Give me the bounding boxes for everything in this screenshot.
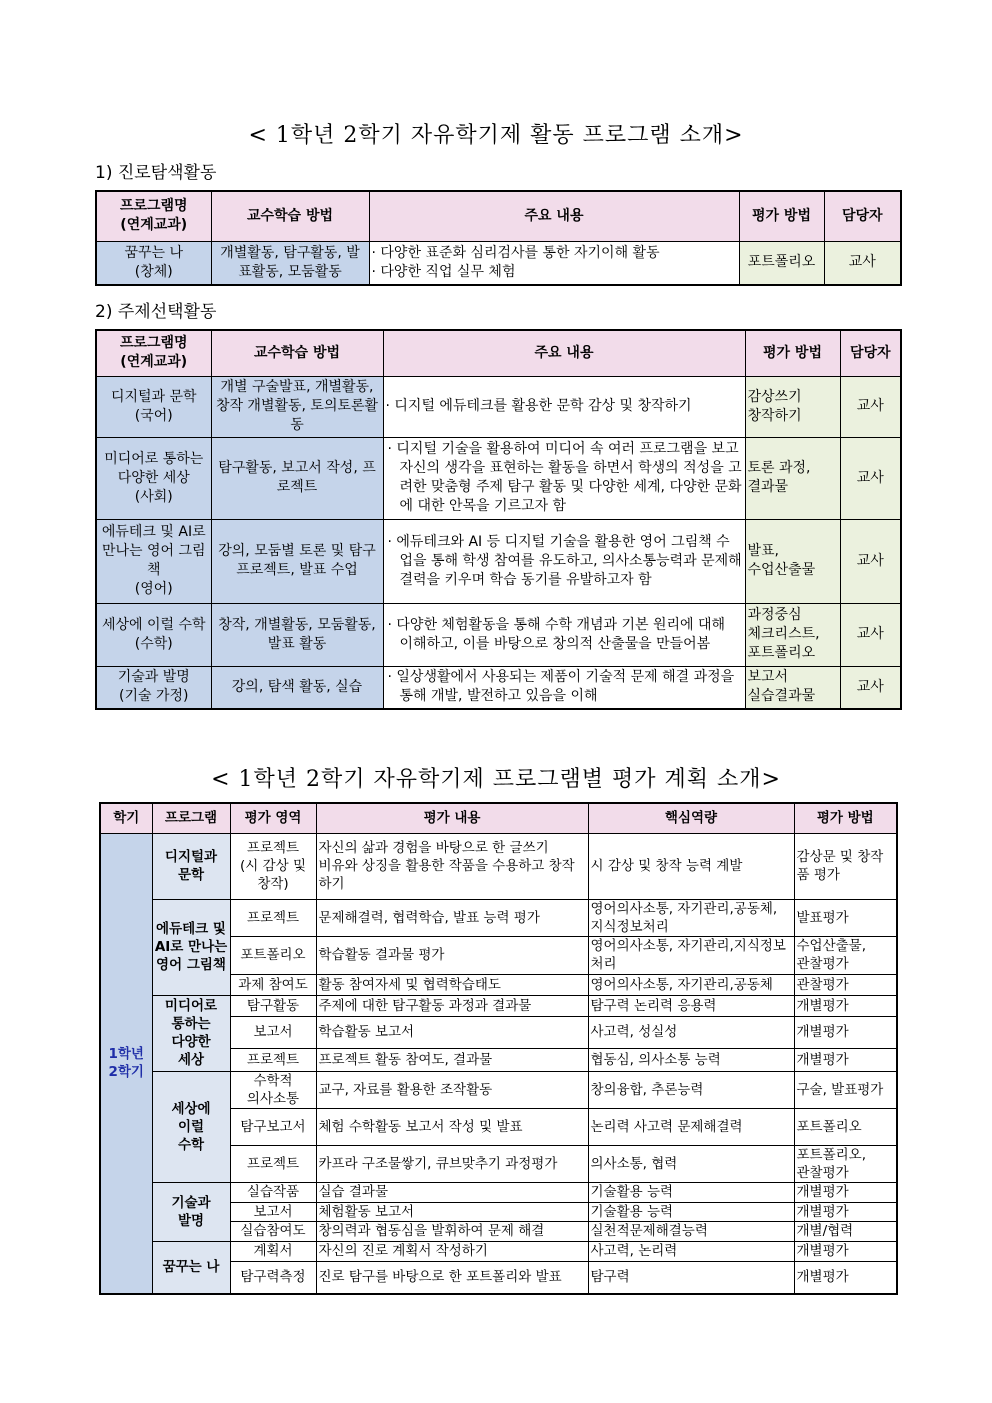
topic-row (96, 603, 901, 666)
eval-header-competency: 핵심역량 (588, 803, 794, 833)
eval-method-cell: 개별평가 (794, 1016, 897, 1048)
career-table (95, 190, 902, 286)
eval-content-cell: 체험 수학활동 보고서 작성 및 발표 (316, 1108, 588, 1145)
topic-program: 디지털과 문학 (국어) (96, 376, 211, 437)
topic-program: 에듀테크 및 AI로 만나는 영어 그림책 (영어) (96, 519, 211, 603)
eval-header-program: 프로그램 (152, 803, 230, 833)
eval-area-cell: 탐구활동 (230, 995, 316, 1016)
header-method: 교수학습 방법 (211, 330, 383, 376)
eval-header-content: 평가 내용 (316, 803, 588, 833)
topic-teacher: 교사 (840, 666, 901, 709)
eval-content-cell: 프로젝트 활동 참여도, 결과물 (316, 1048, 588, 1071)
topic-teacher: 교사 (840, 437, 901, 519)
topic-teacher: 교사 (840, 603, 901, 666)
eval-competency-cell: 기술활용 능력 (588, 1182, 794, 1202)
topic-method: 강의, 탐색 활동, 실습 (211, 666, 383, 709)
section-career-heading: 1) 진로탐색활동 (95, 163, 217, 183)
eval-method-cell: 개별/협력 (794, 1221, 897, 1241)
eval-content-cell: 자신의 삶과 경험을 바탕으로 한 글쓰기 비유와 상징을 활용한 작품을 수용하고 창작하기 (316, 833, 588, 899)
header-program: 프로그램명 (연계교과) (96, 191, 211, 241)
topic-row (96, 519, 901, 603)
eval-area-cell: 탐구보고서 (230, 1108, 316, 1145)
eval-area-cell: 포트폴리오 (230, 936, 316, 974)
header-teacher: 담당자 (824, 191, 901, 241)
eval-content-cell: 카프라 구조물쌓기, 큐브맞추기 과정평가 (316, 1145, 588, 1182)
eval-area-cell: 보고서 (230, 1202, 316, 1221)
eval-competency-cell: 기술활용 능력 (588, 1202, 794, 1221)
eval-area-cell: 프로젝트 (230, 1048, 316, 1071)
topic-content: · 일상생활에서 사용되는 제품이 기술적 문제 해결 과정을 통해 개발, 발전하고 있음을 이해 (383, 666, 745, 709)
topic-row (96, 376, 901, 437)
section-topic-heading: 2) 주제선택활동 (95, 302, 217, 322)
topic-content: · 디지털 기술을 활용하여 미디어 속 여러 프로그램을 보고 자신의 생각을 표현하는 활동을 하면서 학생의 적성을 고려한 맞춤형 주제 탐구 활동 및 다양한 세계, 다양한 문화에 대한 안목을 기르고자 함 (383, 437, 745, 519)
header-teacher: 담당자 (840, 330, 901, 376)
page-title-1: < 1학년 2학기 자유학기제 활동 프로그램 소개> (248, 123, 744, 148)
eval-competency-cell: 사고력, 논리력 (588, 1241, 794, 1261)
eval-area-cell: 프로젝트 (시 감상 및 창작) (230, 833, 316, 899)
topic-content: · 디지털 에듀테크를 활용한 문학 감상 및 창작하기 (383, 376, 745, 437)
header-eval: 평가 방법 (739, 191, 824, 241)
eval-content-cell: 문제해결력, 협력학습, 발표 능력 평가 (316, 899, 588, 936)
header-content: 주요 내용 (383, 330, 745, 376)
header-program: 프로그램명 (연계교과) (96, 330, 211, 376)
topic-eval: 발표, 수업산출물 (745, 519, 840, 603)
evaluation-table (99, 802, 898, 1295)
eval-competency-cell: 협동심, 의사소통 능력 (588, 1048, 794, 1071)
career-method: 개별활동, 탐구활동, 발표활동, 모둠활동 (211, 241, 369, 285)
eval-program-cell: 세상에 이럴 수학 (152, 1071, 230, 1182)
eval-content-cell: 실습 결과물 (316, 1182, 588, 1202)
topic-program: 세상에 이럴 수학 (수학) (96, 603, 211, 666)
eval-method-cell: 개별평가 (794, 1241, 897, 1261)
topic-eval: 보고서 실습결과물 (745, 666, 840, 709)
eval-row (100, 1071, 897, 1108)
career-program: 꿈꾸는 나 (창체) (96, 241, 211, 285)
eval-competency-cell: 실천적문제해결능력 (588, 1221, 794, 1241)
header-eval: 평가 방법 (745, 330, 840, 376)
eval-method-cell: 개별평가 (794, 995, 897, 1016)
topic-teacher: 교사 (840, 519, 901, 603)
topic-teacher: 교사 (840, 376, 901, 437)
topic-content: · 다양한 체험활동을 통해 수학 개념과 기본 원리에 대해 이해하고, 이를 바탕으로 창의적 산출물을 만들어봄 (383, 603, 745, 666)
eval-method-cell: 구술, 발표평가 (794, 1071, 897, 1108)
eval-content-cell: 교구, 자료를 활용한 조작활동 (316, 1071, 588, 1108)
topic-eval: 토론 과정, 결과물 (745, 437, 840, 519)
eval-content-cell: 학습활동 결과물 평가 (316, 936, 588, 974)
topic-eval: 과정중심 체크리스트, 포트폴리오 (745, 603, 840, 666)
eval-method-cell: 포트폴리오, 관찰평가 (794, 1145, 897, 1182)
eval-method-cell: 감상문 및 창작품 평가 (794, 833, 897, 899)
topic-program: 기술과 발명 (기술 가정) (96, 666, 211, 709)
eval-content-cell: 자신의 진로 계획서 작성하기 (316, 1241, 588, 1261)
eval-program-cell: 꿈꾸는 나 (152, 1241, 230, 1294)
eval-content-cell: 활동 참여자세 및 협력학습태도 (316, 974, 588, 995)
career-content: · 다양한 표준화 심리검사를 통한 자기이해 활동 · 다양한 직업 실무 체험 (369, 241, 739, 285)
eval-row (100, 1182, 897, 1202)
eval-area-cell: 탐구력측정 (230, 1261, 316, 1294)
page-title-2: < 1학년 2학기 자유학기제 프로그램별 평가 계획 소개> (211, 767, 781, 792)
topic-method: 개별 구술발표, 개별활동, 창작 개별활동, 토의토론활동 (211, 376, 383, 437)
eval-content-cell: 체험활동 보고서 (316, 1202, 588, 1221)
header-method: 교수학습 방법 (211, 191, 369, 241)
topic-program: 미디어로 통하는 다양한 세상 (사회) (96, 437, 211, 519)
eval-competency-cell: 탐구력 논리력 응용력 (588, 995, 794, 1016)
topic-content: · 에듀테크와 AI 등 디지털 기술을 활용한 영어 그림책 수업을 통해 학생 참여를 유도하고, 의사소통능력과 문제해결력을 키우며 학습 동기를 유발하고자 함 (383, 519, 745, 603)
eval-content-cell: 학습활동 보고서 (316, 1016, 588, 1048)
eval-competency-cell: 창의융합, 추론능력 (588, 1071, 794, 1108)
eval-header-semester: 학기 (100, 803, 152, 833)
eval-competency-cell: 의사소통, 협력 (588, 1145, 794, 1182)
eval-program-cell: 에듀테크 및 AI로 만나는 영어 그림책 (152, 899, 230, 995)
eval-program-cell: 디지털과 문학 (152, 833, 230, 899)
eval-area-cell: 계획서 (230, 1241, 316, 1261)
topic-table (95, 329, 902, 710)
eval-competency-cell: 탐구력 (588, 1261, 794, 1294)
eval-competency-cell: 사고력, 성실성 (588, 1016, 794, 1048)
eval-method-cell: 관찰평가 (794, 974, 897, 995)
topic-method: 탐구활동, 보고서 작성, 프로젝트 (211, 437, 383, 519)
eval-program-cell: 미디어로 통하는 다양한 세상 (152, 995, 230, 1071)
eval-area-cell: 실습작품 (230, 1182, 316, 1202)
eval-content-cell: 진로 탐구를 바탕으로 한 포트폴리와 발표 (316, 1261, 588, 1294)
eval-area-cell: 수학적 의사소통 (230, 1071, 316, 1108)
eval-header-area: 평가 영역 (230, 803, 316, 833)
eval-method-cell: 개별평가 (794, 1202, 897, 1221)
eval-area-cell: 실습참여도 (230, 1221, 316, 1241)
eval-competency-cell: 영어의사소통, 자기관리,공동체 (588, 974, 794, 995)
eval-area-cell: 프로젝트 (230, 1145, 316, 1182)
eval-method-cell: 포트폴리오 (794, 1108, 897, 1145)
topic-method: 강의, 모둠별 토론 및 탐구 프로젝트, 발표 수업 (211, 519, 383, 603)
eval-competency-cell: 논리력 사고력 문제해결력 (588, 1108, 794, 1145)
topic-row (96, 666, 901, 709)
eval-header-method: 평가 방법 (794, 803, 897, 833)
career-teacher: 교사 (824, 241, 901, 285)
eval-content-cell: 주제에 대한 탐구활동 과정과 결과물 (316, 995, 588, 1016)
eval-competency-cell: 영어의사소통, 자기관리,공동체, 지식정보처리 (588, 899, 794, 936)
eval-method-cell: 개별평가 (794, 1182, 897, 1202)
eval-content-cell: 창의력과 협동심을 발휘하여 문제 해결 (316, 1221, 588, 1241)
eval-method-cell: 개별평가 (794, 1048, 897, 1071)
eval-area-cell: 프로젝트 (230, 899, 316, 936)
eval-area-cell: 보고서 (230, 1016, 316, 1048)
semester-cell: 1학년 2학기 (100, 833, 152, 1294)
eval-area-cell: 과제 참여도 (230, 974, 316, 995)
eval-program-cell: 기술과 발명 (152, 1182, 230, 1241)
eval-method-cell: 수업산출물, 관찰평가 (794, 936, 897, 974)
career-eval: 포트폴리오 (739, 241, 824, 285)
topic-row (96, 437, 901, 519)
topic-eval: 감상쓰기 창작하기 (745, 376, 840, 437)
header-content: 주요 내용 (369, 191, 739, 241)
eval-method-cell: 개별평가 (794, 1261, 897, 1294)
topic-method: 창작, 개별활동, 모둠활동, 발표 활동 (211, 603, 383, 666)
eval-row (100, 1241, 897, 1261)
eval-method-cell: 발표평가 (794, 899, 897, 936)
eval-row (100, 899, 897, 936)
eval-competency-cell: 영어의사소통, 자기관리,지식정보처리 (588, 936, 794, 974)
eval-competency-cell: 시 감상 및 창작 능력 계발 (588, 833, 794, 899)
eval-row (100, 995, 897, 1016)
eval-row (100, 833, 897, 899)
